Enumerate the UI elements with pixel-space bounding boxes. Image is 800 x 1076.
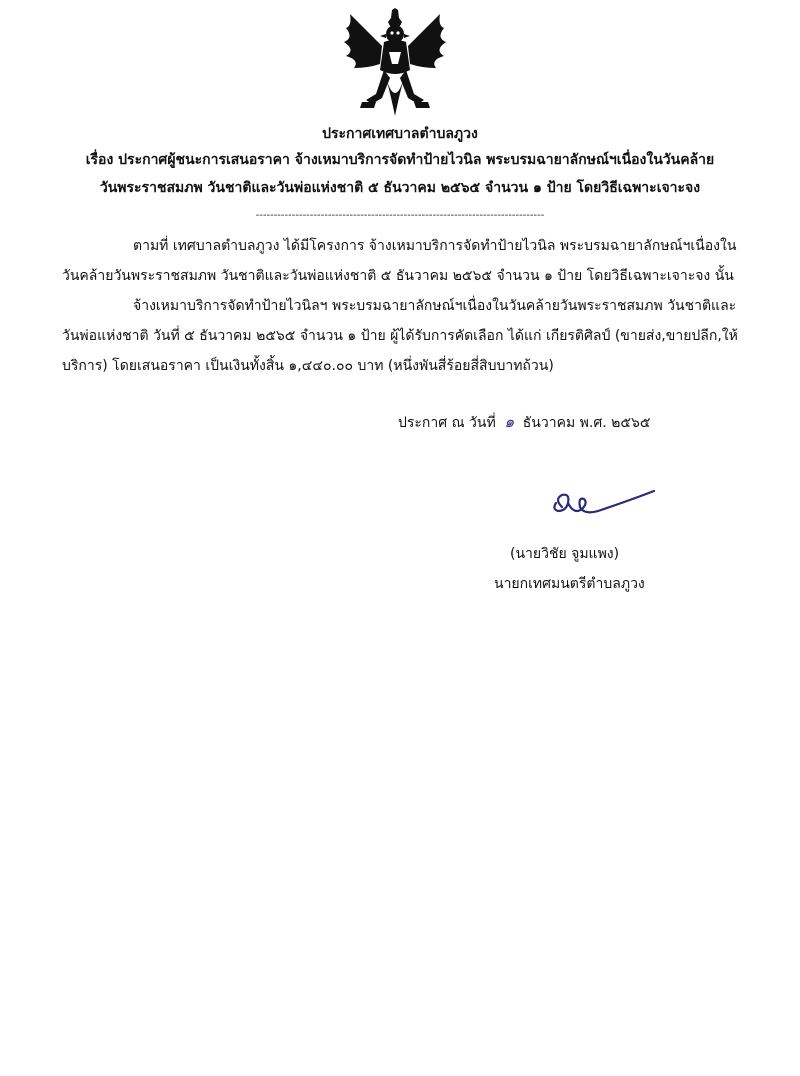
organization-title: ประกาศเทศบาลตำบลภูวง: [322, 126, 478, 142]
announcement-date: [398, 412, 650, 433]
signatory-position: นายกเทศมนตรีตำบลภูวง: [494, 576, 645, 592]
paragraph-1-line-2: วันคล้ายวันพระราชสมภพ วันชาติและวันพ่อแห่งชาติ ๕ ธันวาคม ๒๕๖๕ จำนวน ๑ ป้าย โดยวิธีเฉพาะเจาะจง นั้น: [62, 268, 734, 284]
signatory-name: (นายวิชัย จูมแพง): [510, 546, 620, 562]
date-month-year: ธันวาคม พ.ศ. ๒๕๖๕: [522, 415, 651, 431]
paragraph-2-line-2: วันพ่อแห่งชาติ วันที่ ๕ ธันวาคม ๒๕๖๕ จำนวน ๑ ป้าย ผู้ได้รับการคัดเลือก ได้แก่ เกียรติศิลป์ (ขายส่ง,ขายปลีก,ให้: [62, 328, 738, 344]
date-day: ๑: [504, 412, 515, 431]
garuda-emblem-icon: [336, 8, 454, 120]
signature-icon: [548, 485, 658, 525]
paragraph-2-line-3: บริการ) โดยเสนอราคา เป็นเงินทั้งสิ้น ๑,๔๔๐.๐๐ บาท (หนึ่งพันสี่ร้อยสี่สิบบาทถ้วน): [62, 358, 554, 374]
paragraph-1-line-1: ตามที่ เทศบาลตำบลภูวง ได้มีโครงการ จ้างเหมาบริการจัดทำป้ายไวนิล พระบรมฉายาลักษณ์ฯเนื่องใน: [133, 238, 737, 254]
paragraph-2-line-1: จ้างเหมาบริการจัดทำป้ายไวนิลฯ พระบรมฉายาลักษณ์ฯเนื่องในวันคล้ายวันพระราชสมภพ วันชาติและ: [133, 298, 737, 314]
date-prefix: ประกาศ ณ วันที่: [398, 415, 496, 431]
separator-line: --------------------------------------------------------------------------------: [255, 210, 545, 221]
subject-line-1: เรื่อง ประกาศผู้ชนะการเสนอราคา จ้างเหมาบริการจัดทำป้ายไวนิล พระบรมฉายาลักษณ์ฯเนื่องในวันคล้าย: [85, 152, 715, 168]
subject-line-2: วันพระราชสมภพ วันชาติและวันพ่อแห่งชาติ ๕ ธันวาคม ๒๕๖๕ จำนวน ๑ ป้าย โดยวิธีเฉพาะเจาะจง: [99, 180, 701, 196]
